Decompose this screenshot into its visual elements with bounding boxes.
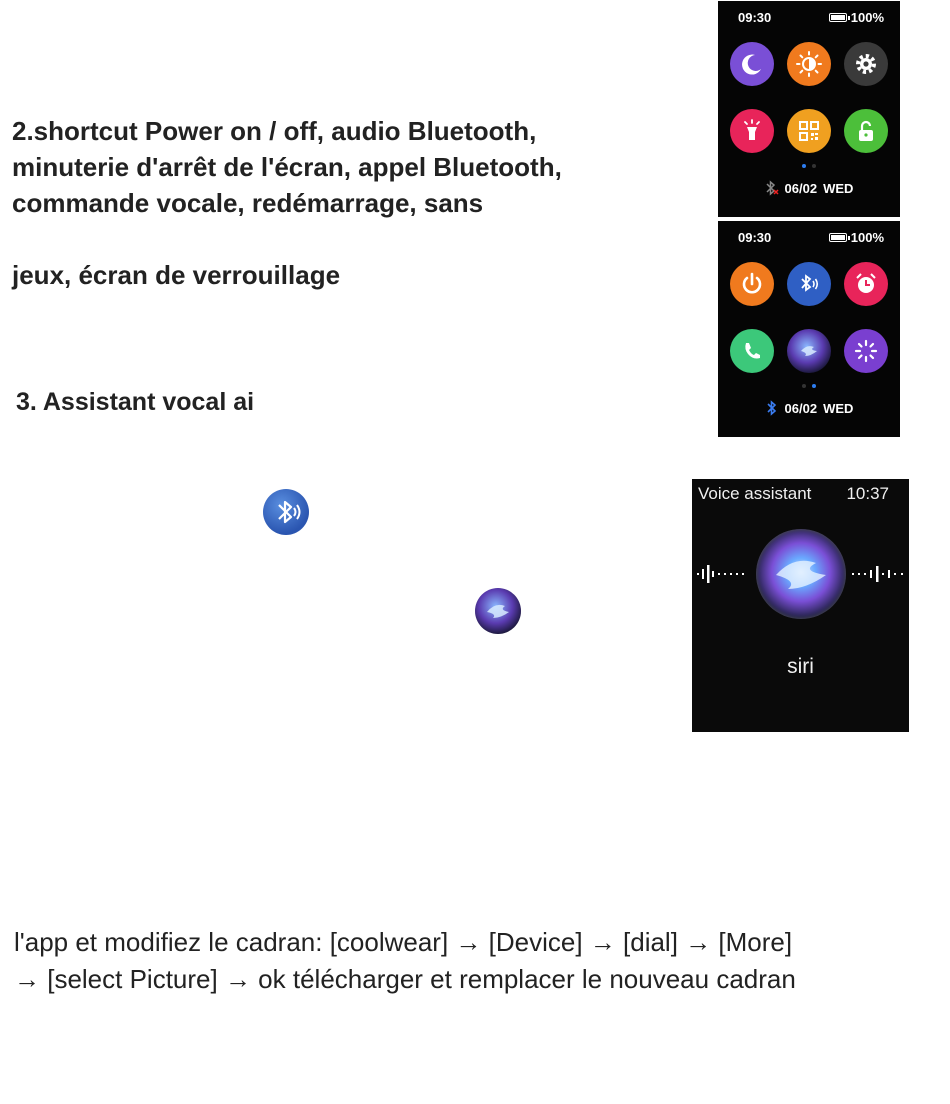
shortcut-line-2: minuterie d'arrêt de l'écran, appel Bluetooth,	[12, 152, 562, 182]
shortcut-description	[12, 113, 692, 293]
bluetooth-disconnected-icon	[765, 179, 779, 197]
page-indicator	[718, 164, 900, 168]
voice-assistant-name: siri	[787, 655, 814, 678]
power-icon[interactable]	[730, 262, 774, 306]
status-time: 09:30	[738, 230, 772, 245]
bluetooth-audio-icon[interactable]	[787, 262, 831, 306]
voice-assistant-screen	[692, 479, 909, 732]
watch-screen-shortcuts-page-2	[718, 221, 900, 437]
shortcut-line-3: commande vocale, redémarrage, sans	[12, 188, 484, 218]
instruction-line-1: l'app et modifiez le cadran: [coolwear] → [Device] → [dial] → [More]	[14, 927, 793, 957]
shortcut-line-1: 2.shortcut Power on / off, audio Bluetooth,	[12, 116, 537, 146]
shortcut-line-4: jeux, écran de verrouillage	[12, 260, 341, 290]
voice-assistant-title: Voice assistant	[698, 484, 812, 503]
status-time: 09:30	[738, 10, 772, 25]
voice-assistant-time: 10:37	[846, 484, 889, 503]
moon-icon[interactable]	[730, 42, 774, 86]
siri-icon[interactable]	[787, 329, 831, 373]
brightness-icon[interactable]	[787, 42, 831, 86]
battery-icon	[829, 233, 847, 242]
date-bar	[718, 399, 900, 417]
restart-icon[interactable]	[844, 329, 888, 373]
battery-icon	[829, 13, 847, 22]
voice-assistant-heading: 3. Assistant vocal ai	[16, 388, 255, 416]
date: 06/02	[784, 180, 818, 196]
status-bar	[738, 230, 884, 248]
battery-level: 100%	[850, 10, 884, 25]
watch-screen-shortcuts-page-1	[718, 1, 900, 217]
siri-orb-icon[interactable]	[756, 529, 846, 619]
flashlight-icon[interactable]	[730, 109, 774, 153]
weekday: WED	[823, 400, 854, 416]
bluetooth-audio-icon	[263, 489, 309, 535]
status-bar	[738, 10, 884, 28]
settings-gear-icon[interactable]	[844, 42, 888, 86]
siri-icon	[475, 588, 521, 634]
phone-call-icon[interactable]	[730, 329, 774, 373]
qr-code-icon[interactable]	[787, 109, 831, 153]
bluetooth-icon	[765, 399, 779, 417]
dial-change-instructions	[14, 924, 796, 998]
date-bar	[718, 179, 900, 197]
alarm-clock-icon[interactable]	[844, 262, 888, 306]
battery-level: 100%	[850, 230, 884, 245]
sound-wave-right-icon	[850, 563, 906, 585]
instruction-line-2: → [select Picture] → ok télécharger et remplacer le nouveau cadran	[14, 964, 796, 994]
date: 06/02	[784, 400, 818, 416]
unlock-icon[interactable]	[844, 109, 888, 153]
weekday: WED	[823, 180, 854, 196]
page-indicator	[718, 384, 900, 388]
sound-wave-left-icon	[696, 563, 752, 585]
